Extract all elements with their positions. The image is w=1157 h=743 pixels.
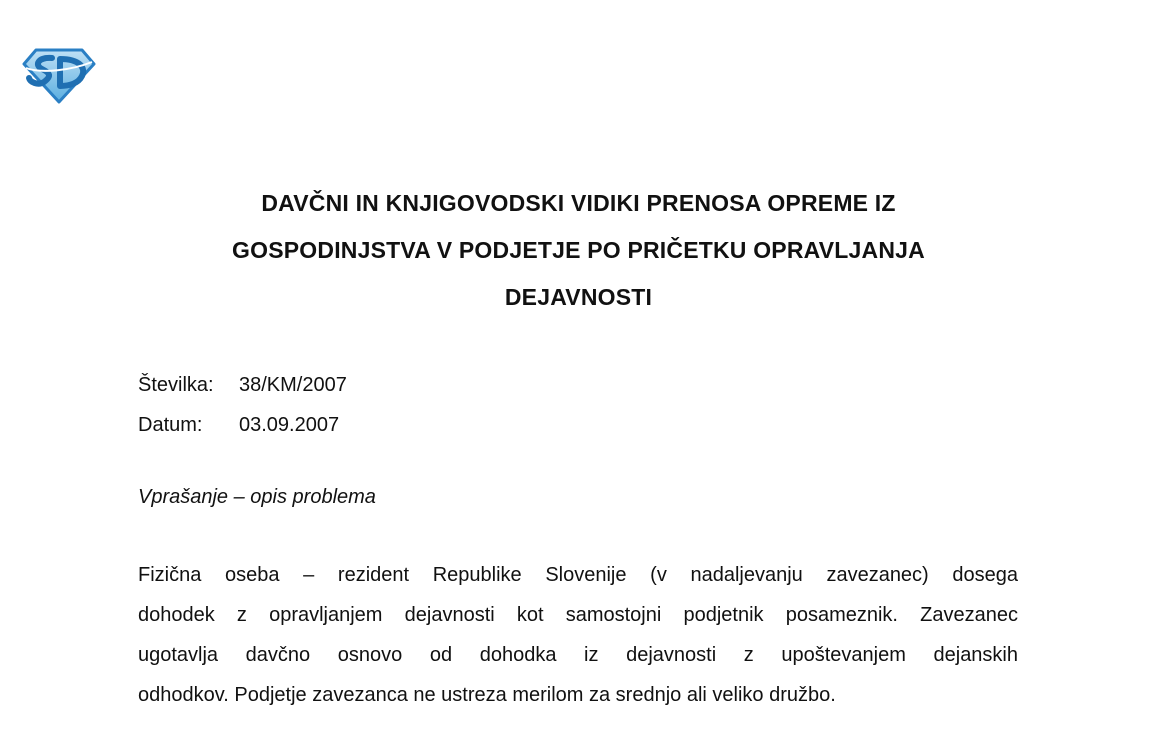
meta-number-row — [138, 365, 347, 405]
title-line: DEJAVNOSTI — [504, 284, 653, 310]
date-label: Datum: — [138, 414, 203, 436]
body-paragraph — [138, 555, 1018, 715]
paragraph-line: odhodkov. Podjetje zavezanca ne ustreza merilom za srednjo ali veliko družbo. — [138, 684, 836, 706]
document-title — [120, 180, 1037, 321]
paragraph-line: dohodek z opravljanjem dejavnosti kot samostojni podjetnik posameznik. Zavezanec — [138, 604, 1018, 626]
date-value: 03.09.2007 — [239, 414, 340, 436]
sd-logo-icon — [22, 48, 96, 104]
number-value: 38/KM/2007 — [239, 374, 347, 396]
paragraph-line: Fizična oseba – rezident Republike Slovenije (v nadaljevanju zavezanec) dosega — [138, 564, 1018, 586]
meta-date-row — [138, 405, 347, 445]
number-label: Številka: — [138, 374, 214, 396]
title-line: DAVČNI IN KNJIGOVODSKI VIDIKI PRENOSA OPREME IZ — [261, 190, 896, 216]
section-heading: Vprašanje – opis problema — [138, 486, 376, 508]
title-line: GOSPODINJSTVA V PODJETJE PO PRIČETKU OPRAVLJANJA — [232, 237, 925, 263]
document-meta — [138, 365, 347, 445]
paragraph-line: ugotavlja davčno osnovo od dohodka iz dejavnosti z upoštevanjem dejanskih — [138, 644, 1018, 666]
